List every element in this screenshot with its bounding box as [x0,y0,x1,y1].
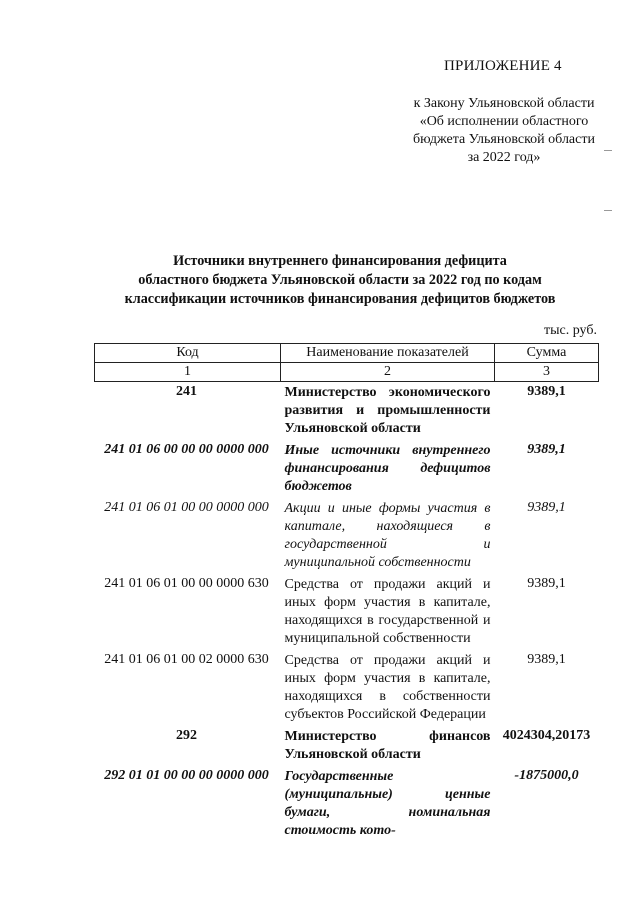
row-name: Иные источники внутреннего финансирования дефицитов бюджетов [284,443,491,494]
row-sum: 9389,1 [527,576,566,591]
table-row [95,440,599,498]
row-name: Министерство экономического развития и промышленности Ульяновской области [284,385,491,436]
row-sum: 9389,1 [527,500,566,515]
column-header-name: Наименование показателей [281,344,495,363]
appendix-label: ПРИЛОЖЕНИЕ 4 [444,58,562,74]
row-sum: 9389,1 [527,442,566,457]
table-row [95,650,599,726]
table-index-row [95,363,599,382]
row-sum: -1875000,0 [514,768,579,783]
table-row [95,498,599,574]
law-reference [398,95,610,167]
margin-mark [604,210,612,211]
row-code: 241 01 06 00 00 00 0000 000 [104,442,269,457]
document-title [90,252,590,309]
row-name: Средства от продажи акций и иных форм участия в капитале, находящихся в государственной и муниципальной собственности [284,577,491,646]
row-code: 292 01 01 00 00 00 0000 000 [104,768,269,783]
column-header-code: Код [95,344,281,363]
row-name: Средства от продажи акций и иных форм участия в капитале, находящихся в собственности субъектов Российской Федерации [284,653,491,722]
title-line: областного бюджета Ульяновской области за 2022 год по кодам [138,272,542,288]
row-sum: 4024304,20173 [502,728,591,743]
table-row [95,766,599,842]
title-line: классификации источников финансирования дефицитов бюджетов [124,291,556,307]
row-code: 241 01 06 01 00 00 0000 630 [104,576,269,591]
table-row [95,382,599,441]
row-code: 241 01 06 01 00 00 0000 000 [104,500,269,515]
unit-label: тыс. руб. [544,323,597,338]
row-name: Государственные (муниципальные) ценные бумаги, номинальная стоимость кото- [284,769,491,838]
title-line: Источники внутреннего финансирования дефицита [173,253,507,269]
table-row [95,726,599,766]
row-code: 241 [176,384,197,399]
financing-sources-table [94,343,599,842]
row-code: 292 [176,728,197,743]
column-index: 3 [495,363,599,382]
table-header-row [95,344,599,363]
law-line: к Закону Ульяновской области [413,96,595,111]
law-line: «Об исполнении областного [419,114,589,129]
law-line: бюджета Ульяновской области [413,132,595,147]
row-name: Акции и иные формы участия в капитале, находящиеся в государственной и муниципальной собственности [284,501,491,570]
row-name: Министерство финансов Ульяновской области [284,729,491,762]
column-header-sum: Сумма [495,344,599,363]
table-row [95,574,599,650]
law-line: за 2022 год» [467,150,541,165]
row-code: 241 01 06 01 00 02 0000 630 [104,652,269,667]
row-sum: 9389,1 [527,384,566,399]
column-index: 1 [95,363,281,382]
column-index: 2 [281,363,495,382]
row-sum: 9389,1 [527,652,566,667]
margin-mark [604,150,612,151]
